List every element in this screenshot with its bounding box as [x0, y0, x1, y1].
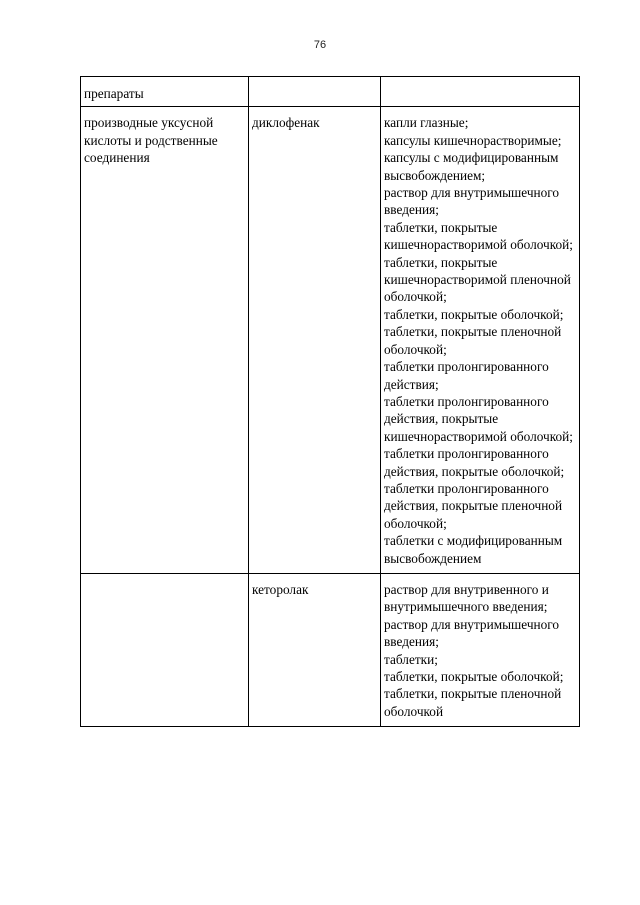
group-cell: производные уксусной кислоты и родственные соединения — [81, 107, 249, 574]
dosage-form: капсулы с модифицированным высвобождением; — [384, 150, 559, 183]
group-cell: препараты — [81, 77, 249, 107]
dosage-form: таблетки, покрытые кишечнорастворимой пленочной оболочкой; — [384, 254, 571, 305]
dosage-form: раствор для внутримышечного введения; — [384, 185, 560, 218]
dosage-form: таблетки пролонгированного действия, покрытые кишечнорастворимой оболочкой; — [384, 393, 573, 444]
dosage-form: раствор для внутривенного и внутримышечного введения; — [384, 581, 549, 615]
group-cell — [81, 573, 249, 726]
table-row — [81, 107, 580, 574]
dosage-form: капли глазные; — [384, 115, 469, 131]
dosage-form: таблетки с модифицированным высвобождением — [384, 533, 563, 566]
dosage-form: таблетки пролонгированного действия, покрытые оболочкой; — [384, 446, 565, 479]
dosage-form: таблетки, покрытые оболочкой; — [384, 306, 564, 322]
drug-cell: диклофенак — [249, 107, 381, 574]
forms-cell — [381, 107, 580, 574]
dosage-form: таблетки пролонгированного действия; — [384, 359, 549, 392]
forms-cell — [381, 77, 580, 107]
drug-table — [80, 76, 580, 727]
dosage-form: таблетки, покрытые оболочкой; — [384, 669, 564, 684]
dosage-form: таблетки, покрытые пленочной оболочкой — [384, 686, 562, 719]
dosage-form: таблетки пролонгированного действия, покрытые пленочной оболочкой; — [384, 480, 563, 531]
drug-cell — [249, 77, 381, 107]
forms-cell — [381, 573, 580, 726]
table-row — [81, 77, 580, 107]
dosage-form: таблетки, покрытые кишечнорастворимой оболочкой; — [384, 219, 573, 253]
dosage-form: таблетки; — [384, 651, 438, 667]
drug-cell: кеторолак — [249, 573, 381, 726]
table-row — [81, 573, 580, 726]
dosage-form: таблетки, покрытые пленочной оболочкой; — [384, 324, 562, 357]
page-number: 76 — [313, 39, 327, 51]
dosage-form: капсулы кишечнорастворимые; — [384, 132, 562, 148]
dosage-form: раствор для внутримышечного введения; — [384, 616, 560, 650]
